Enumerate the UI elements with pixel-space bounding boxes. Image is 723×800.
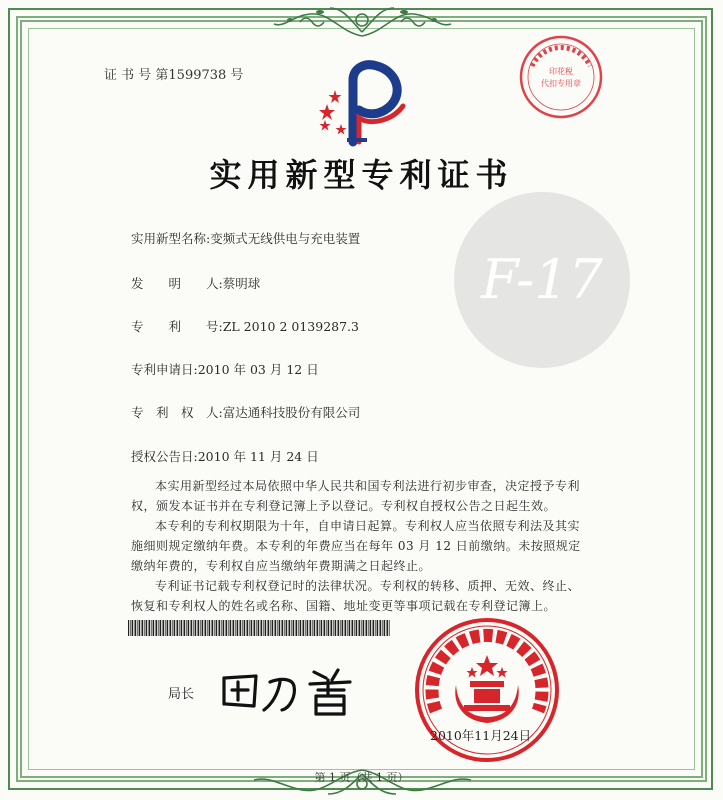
grant-date-value: 2010 年 11 月 24 日 [197,449,319,464]
application-date-label: 专利申请日: [131,362,198,377]
certificate-number: 证 书 号 第1599738 号 [104,68,244,83]
paragraph-grant: 本实用新型经过本局依照中华人民共和国专利法进行初步审查，决定授予专利权，颁发本证书并在专利登记簿上予以登记。专利权自授权公告之日起生效。 [131,479,581,513]
svg-text:代扣专用章: 代扣专用章 [541,79,581,88]
utility-model-name-field [131,229,360,247]
svg-text:印花税: 印花税 [549,67,573,76]
director-label: 局长 [168,687,195,702]
agency-seal-icon [516,32,606,122]
director-signature-icon [214,660,374,720]
patentee-value: 富达通科技股份有限公司 [222,405,361,420]
barcode [128,620,390,636]
patent-number-field [131,317,359,335]
inventor-field [131,274,260,292]
patent-office-logo-icon [313,60,413,152]
patentee-field [131,403,360,421]
grant-date-label: 授权公告日: [131,449,198,464]
patentee-label: 专 利 权 人: [131,405,223,420]
patent-number-label: 专 利 号: [131,319,223,334]
utility-model-name-value: 变频式无线供电与充电装置 [210,231,361,246]
utility-model-name-label: 实用新型名称: [131,231,211,246]
issue-date: 2010年11月24日 [430,728,532,743]
page-number: 第 1 页（共 1 页） [314,771,409,784]
grant-date-field [131,447,319,465]
inventor-value: 蔡明球 [222,276,261,291]
paragraph-term: 本专利的专利权期限为十年，自申请日起算。专利权人应当依照专利法及其实施细则规定缴纳年费。本专利的年费应当在每年 03 月 12 日前缴纳。未按照规定缴纳年费的，专利权自应当缴纳年费期满之日起终止。 [131,519,581,573]
patent-number-value: ZL 2010 2 0139287.3 [222,319,359,334]
paragraph-record: 专利证书记载专利权登记时的法律状况。专利权的转移、质押、无效、终止、恢复和专利权人的姓名或名称、国籍、地址变更等事项记载在专利登记簿上。 [131,579,581,613]
watermark-icon [452,190,632,370]
application-date-value: 2010 年 03 月 12 日 [197,362,319,377]
application-date-field [131,360,319,378]
certificate-title: 实用新型专利证书 [209,156,514,194]
svg-text:F-17: F-17 [480,248,604,311]
top-ornament-icon [270,2,455,42]
inventor-label: 发 明 人: [131,276,223,291]
